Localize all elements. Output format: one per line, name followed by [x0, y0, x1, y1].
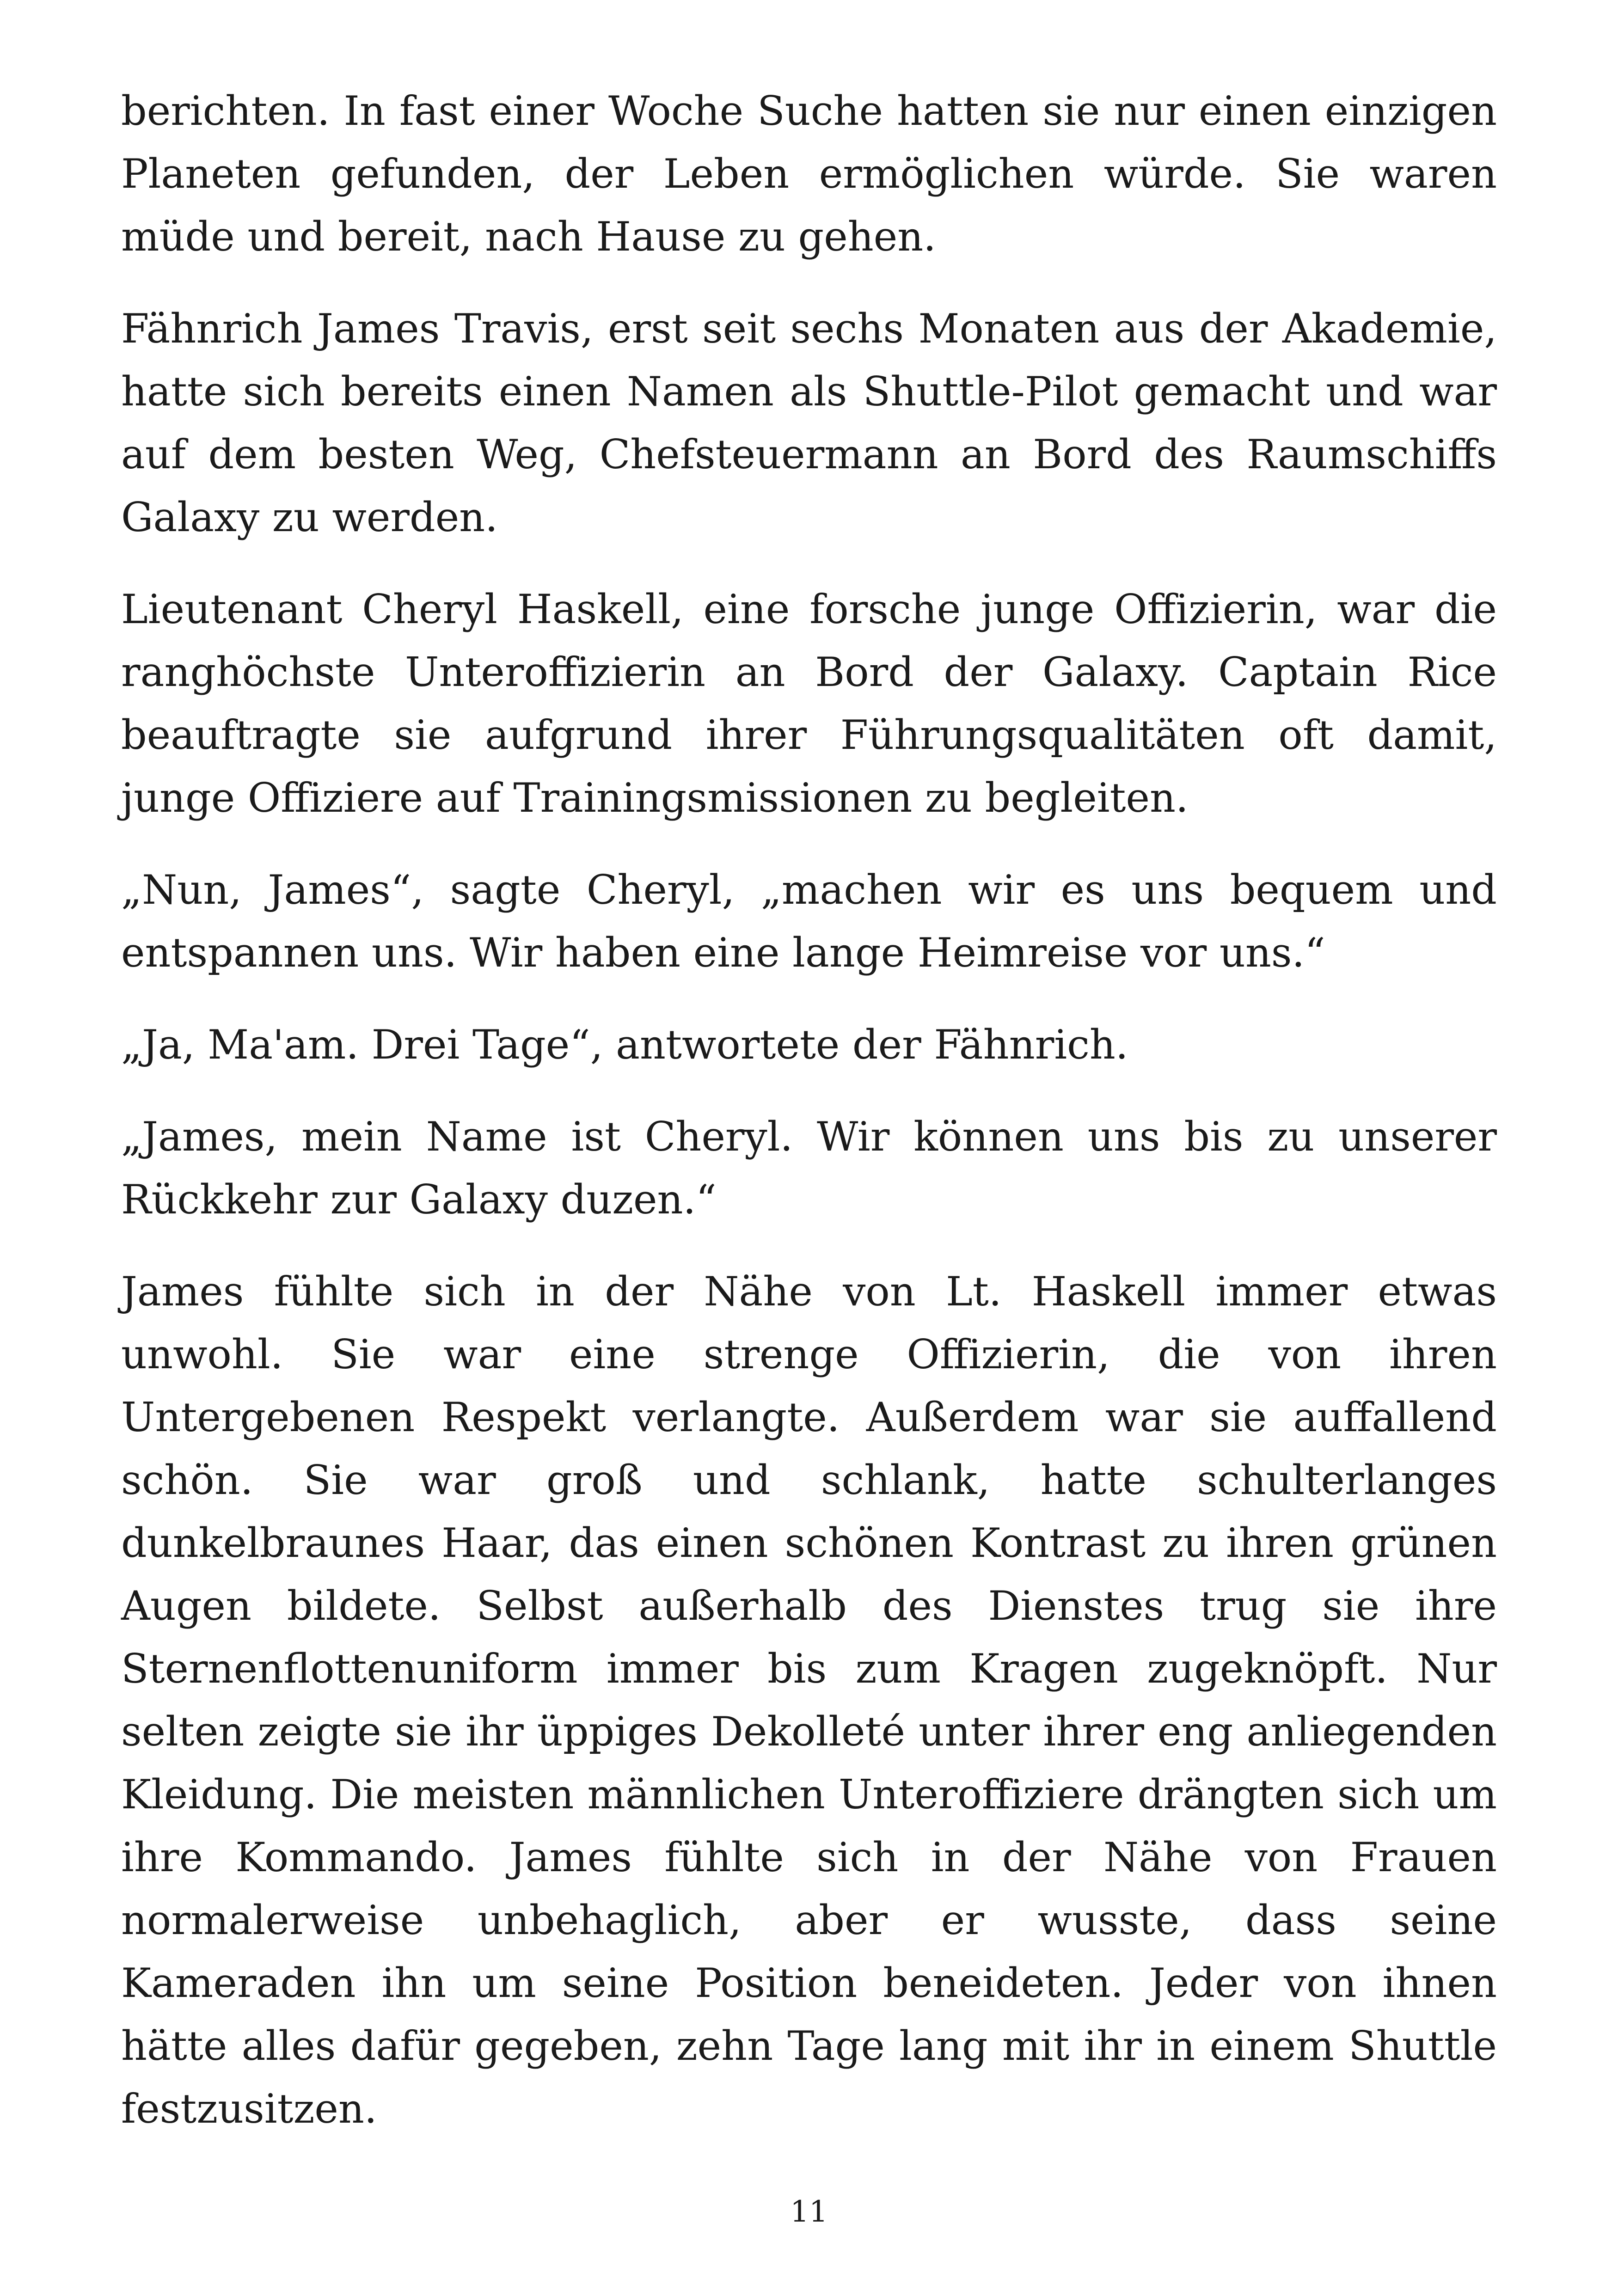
paragraph-3: Lieutenant Cheryl Haskell, eine forsche junge Offizierin, war die ranghöchste Unteroffizierin an Bord der Galaxy. Captain Rice beauftragte sie aufgrund ihrer Führungsqualitäten oft damit, junge Offiziere auf Trainingsmissionen zu begleiten.	[121, 586, 1497, 821]
paragraph-6: „James, mein Name ist Cheryl. Wir können uns bis zu unserer Rückkehr zur Galaxy duzen.“	[121, 1113, 1497, 1223]
page-number: 11	[790, 2195, 828, 2229]
paragraph-5: „Ja, Ma'am. Drei Tage“, antwortete der Fähnrich.	[121, 1021, 1128, 1068]
paragraph-7: James fühlte sich in der Nähe von Lt. Haskell immer etwas unwohl. Sie war eine strenge Offizierin, die von ihren Untergebenen Respekt verlangte. Außerdem war sie auffallend schön. Sie war groß und schlank, hatte schulterlanges dunkelbraunes Haar, das einen schönen Kontrast zu ihren grünen Augen bildete. Selbst außerhalb des Dienstes trug sie ihre Sternenflottenuniform immer bis zum Kragen zugeknöpft. Nur selten zeigte sie ihr üppiges Dekolleté unter ihrer eng anliegenden Kleidung. Die meisten männlichen Unteroffiziere drängten sich um ihre Kommando. James fühlte sich in der Nähe von Frauen normalerweise unbehaglich, aber er wusste, dass seine Kameraden ihn um seine Position beneideten. Jeder von ihnen hätte alles dafür gegeben, zehn Tage lang mit ihr in einem Shuttle festzusitzen.	[121, 1268, 1497, 2132]
paragraph-4: „Nun, James“, sagte Cheryl, „machen wir es uns bequem und entspannen uns. Wir haben eine lange Heimreise vor uns.“	[121, 866, 1497, 976]
body-text	[121, 80, 1497, 2169]
paragraph-1: berichten. In fast einer Woche Suche hatten sie nur einen einzigen Planeten gefunden, der Leben ermöglichen würde. Sie waren müde und bereit, nach Hause zu gehen.	[121, 87, 1497, 260]
paragraph-2: Fähnrich James Travis, erst seit sechs Monaten aus der Akademie, hatte sich bereits einen Namen als Shuttle-Pilot gemacht und war auf dem besten Weg, Chefsteuermann an Bord des Raumschiffs Galaxy zu werden.	[121, 305, 1497, 541]
